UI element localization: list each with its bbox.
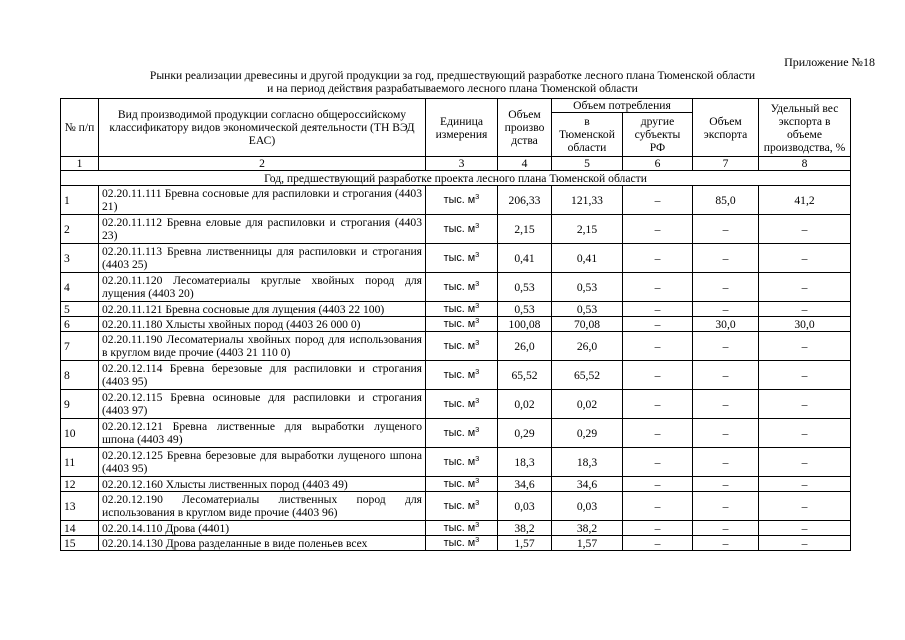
unit-superscript: 3 [475,191,480,201]
unit-text: тыс. м [443,368,476,381]
volume-other-subjects: – [623,477,693,492]
volume-export: – [693,302,759,317]
product-name: 02.20.11.120 Лесоматериалы круглые хвойных пород для лущения (4403 20) [99,273,426,302]
unit-text: тыс. м [443,251,476,264]
table-row [61,332,851,361]
row-number: 8 [61,361,99,390]
volume-production: 1,57 [498,536,552,551]
volume-production: 18,3 [498,448,552,477]
header-in-region: в Тюменской области [552,113,623,157]
table-row [61,186,851,215]
column-number: 6 [623,157,693,171]
volume-in-region: 2,15 [552,215,623,244]
volume-other-subjects: – [623,302,693,317]
unit-cell [426,448,498,477]
unit-text: тыс. м [443,222,476,235]
volume-other-subjects: – [623,419,693,448]
table-row [61,448,851,477]
volume-production: 65,52 [498,361,552,390]
volume-export: – [693,448,759,477]
row-number: 15 [61,536,99,551]
product-name: 02.20.11.190 Лесоматериалы хвойных пород для использования в круглом виде прочие (4403 21 110 0) [99,332,426,361]
table-row [61,361,851,390]
row-number: 13 [61,492,99,521]
unit-cell [426,273,498,302]
header-export-share: Удельный вес экспорта в объеме производства, % [759,99,851,157]
header-num: № п/п [61,99,99,157]
unit-superscript: 3 [475,534,480,544]
unit-text: тыс. м [443,193,476,206]
volume-in-region: 18,3 [552,448,623,477]
volume-other-subjects: – [623,361,693,390]
table-row [61,317,851,332]
unit-text: тыс. м [443,521,476,534]
table-row [61,215,851,244]
volume-other-subjects: – [623,521,693,536]
volume-export: – [693,215,759,244]
table-row [61,390,851,419]
table-row [61,521,851,536]
table-row [61,419,851,448]
row-number: 1 [61,186,99,215]
export-share: – [759,244,851,273]
unit-superscript: 3 [475,220,480,230]
unit-text: тыс. м [443,397,476,410]
volume-export: 85,0 [693,186,759,215]
title-line-1: Рынки реализации древесины и другой продукции за год, предшествующий разработке лесного плана Тюменской области [149,69,756,82]
unit-cell [426,419,498,448]
product-name: 02.20.12.121 Бревна лиственные для выработки лущеного шпона (4403 49) [99,419,426,448]
volume-other-subjects: – [623,215,693,244]
volume-other-subjects: – [623,317,693,332]
unit-cell [426,215,498,244]
unit-cell [426,536,498,551]
export-share: – [759,492,851,521]
unit-superscript: 3 [475,366,480,376]
unit-superscript: 3 [475,475,480,485]
volume-export: – [693,361,759,390]
unit-cell [426,361,498,390]
volume-in-region: 0,53 [552,302,623,317]
volume-other-subjects: – [623,186,693,215]
table-row [61,302,851,317]
header-other-subjects: другие субъекты РФ [623,113,693,157]
volume-production: 0,41 [498,244,552,273]
volume-other-subjects: – [623,448,693,477]
product-name: 02.20.14.110 Дрова (4401) [99,521,426,536]
unit-superscript: 3 [475,337,480,347]
export-share: – [759,477,851,492]
unit-superscript: 3 [475,278,480,288]
volume-export: – [693,521,759,536]
unit-cell [426,244,498,273]
table-row [61,536,851,551]
row-number: 14 [61,521,99,536]
unit-text: тыс. м [443,536,476,549]
export-share: – [759,536,851,551]
volume-export: – [693,273,759,302]
column-number-row [61,157,851,171]
volume-production: 0,53 [498,302,552,317]
header-volume-production: Объем произво дства [498,99,552,157]
column-number: 8 [759,157,851,171]
volume-other-subjects: – [623,244,693,273]
product-name: 02.20.12.114 Бревна березовые для распиловки и строгания (4403 95) [99,361,426,390]
product-name: 02.20.11.111 Бревна сосновые для распиловки и строгания (4403 21) [99,186,426,215]
volume-production: 26,0 [498,332,552,361]
unit-superscript: 3 [475,315,480,325]
unit-superscript: 3 [475,395,480,405]
unit-superscript: 3 [475,300,480,310]
volume-other-subjects: – [623,492,693,521]
volume-export: – [693,492,759,521]
product-name: 02.20.12.125 Бревна березовые для выработки лущеного шпона (4403 95) [99,448,426,477]
appendix-label: Приложение №18 [784,55,875,69]
unit-text: тыс. м [443,455,476,468]
volume-production: 0,03 [498,492,552,521]
column-number: 3 [426,157,498,171]
table-row [61,244,851,273]
unit-text: тыс. м [443,426,476,439]
row-number: 7 [61,332,99,361]
row-number: 11 [61,448,99,477]
volume-production: 0,53 [498,273,552,302]
product-name: 02.20.12.160 Хлысты лиственных пород (4403 49) [99,477,426,492]
volume-in-region: 34,6 [552,477,623,492]
row-number: 2 [61,215,99,244]
volume-production: 38,2 [498,521,552,536]
product-name: 02.20.11.112 Бревна еловые для распиловки и строгания (4403 23) [99,215,426,244]
unit-superscript: 3 [475,424,480,434]
volume-production: 34,6 [498,477,552,492]
volume-in-region: 0,03 [552,492,623,521]
volume-other-subjects: – [623,273,693,302]
volume-export: – [693,244,759,273]
export-share: – [759,361,851,390]
unit-cell [426,332,498,361]
row-number: 12 [61,477,99,492]
column-number: 2 [99,157,426,171]
unit-text: тыс. м [443,477,476,490]
volume-in-region: 38,2 [552,521,623,536]
export-share: – [759,273,851,302]
unit-cell [426,302,498,317]
volume-production: 0,02 [498,390,552,419]
table-row [61,477,851,492]
volume-other-subjects: – [623,332,693,361]
product-name: 02.20.14.130 Дрова разделанные в виде поленьев всех [99,536,426,551]
unit-superscript: 3 [475,497,480,507]
row-number: 4 [61,273,99,302]
table-row [61,492,851,521]
markets-table [60,98,851,551]
unit-cell [426,317,498,332]
unit-text: тыс. м [443,280,476,293]
unit-cell [426,477,498,492]
volume-in-region: 0,02 [552,390,623,419]
volume-export: – [693,477,759,492]
unit-superscript: 3 [475,453,480,463]
section-row [61,171,851,186]
table-row [61,273,851,302]
product-name: 02.20.11.113 Бревна лиственницы для распиловки и строгания (4403 25) [99,244,426,273]
export-share: 30,0 [759,317,851,332]
volume-export: – [693,332,759,361]
row-number: 5 [61,302,99,317]
column-number: 5 [552,157,623,171]
product-name: 02.20.12.190 Лесоматериалы лиственных пород для использования в круглом виде прочие (4403 96) [99,492,426,521]
volume-in-region: 0,29 [552,419,623,448]
export-share: – [759,390,851,419]
product-name: 02.20.11.121 Бревна сосновые для лущения (4403 22 100) [99,302,426,317]
title-line-2: и на период действия разрабатываемого лесного плана Тюменской области [267,82,638,95]
export-share: – [759,521,851,536]
header-consumption: Объем потребления [552,99,693,113]
volume-other-subjects: – [623,390,693,419]
volume-in-region: 70,08 [552,317,623,332]
product-name: 02.20.12.115 Бревна осиновые для распиловки и строгания (4403 97) [99,390,426,419]
row-number: 10 [61,419,99,448]
volume-export: – [693,419,759,448]
volume-production: 206,33 [498,186,552,215]
row-number: 9 [61,390,99,419]
volume-in-region: 121,33 [552,186,623,215]
volume-production: 2,15 [498,215,552,244]
section-title: Год, предшествующий разработке проекта лесного плана Тюменской области [61,171,851,186]
unit-cell [426,390,498,419]
export-share: 41,2 [759,186,851,215]
document-title [0,69,905,95]
column-number: 7 [693,157,759,171]
unit-text: тыс. м [443,302,476,315]
volume-in-region: 26,0 [552,332,623,361]
row-number: 6 [61,317,99,332]
unit-superscript: 3 [475,249,480,259]
volume-in-region: 1,57 [552,536,623,551]
volume-in-region: 65,52 [552,361,623,390]
unit-text: тыс. м [443,317,476,330]
volume-in-region: 0,53 [552,273,623,302]
volume-export: 30,0 [693,317,759,332]
volume-export: – [693,536,759,551]
header-product: Вид производимой продукции согласно общероссийскому классификатору видов экономической деятельности (ТН ВЭД ЕАС) [99,99,426,157]
column-number: 1 [61,157,99,171]
export-share: – [759,302,851,317]
volume-in-region: 0,41 [552,244,623,273]
export-share: – [759,448,851,477]
volume-export: – [693,390,759,419]
column-number: 4 [498,157,552,171]
export-share: – [759,332,851,361]
unit-cell [426,186,498,215]
unit-text: тыс. м [443,499,476,512]
row-number: 3 [61,244,99,273]
product-name: 02.20.11.180 Хлысты хвойных пород (4403 26 000 0) [99,317,426,332]
unit-text: тыс. м [443,339,476,352]
volume-production: 0,29 [498,419,552,448]
unit-superscript: 3 [475,519,480,529]
unit-cell [426,521,498,536]
unit-cell [426,492,498,521]
volume-production: 100,08 [498,317,552,332]
header-export: Объем экспорта [693,99,759,157]
volume-other-subjects: – [623,536,693,551]
export-share: – [759,419,851,448]
export-share: – [759,215,851,244]
header-unit: Единица измерения [426,99,498,157]
